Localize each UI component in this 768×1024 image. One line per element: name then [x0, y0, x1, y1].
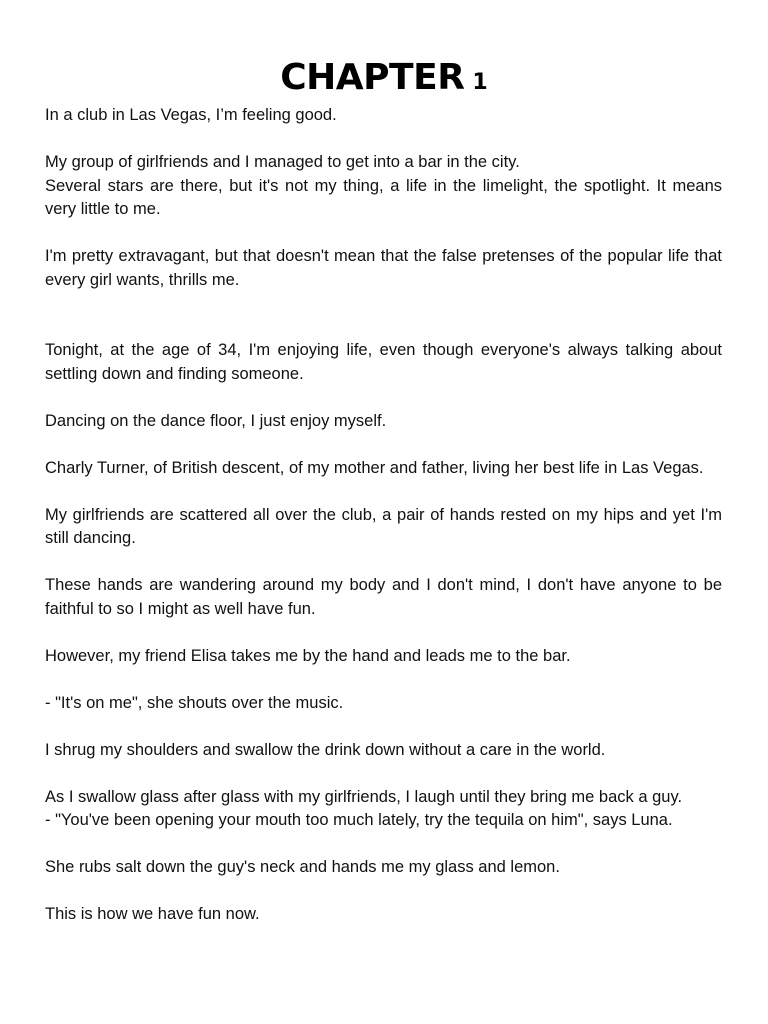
paragraph: In a club in Las Vegas, I’m feeling good.	[45, 106, 337, 124]
paragraph: I shrug my shoulders and swallow the drink down without a care in the world.	[45, 740, 606, 759]
paragraph: Several stars are there, but it's not my thing, a life in the limelight, the spotlight. It means very little to me.	[45, 176, 722, 218]
paragraph: She rubs salt down the guy's neck and hands me my glass and lemon.	[45, 858, 560, 876]
paragraph: My group of girlfriends and I managed to get into a bar in the city.	[45, 153, 520, 171]
paragraph: - "It's on me", she shouts over the music.	[45, 693, 344, 712]
paragraph: This is how we have fun now.	[45, 905, 260, 923]
paragraph: These hands are wandering around my body and I don't mind, I don't have anyone to be faithful to so I might as well have fun.	[45, 576, 722, 618]
chapter-title	[0, 58, 768, 104]
paragraph: Tonight, at the age of 34, I'm enjoying life, even though everyone's always talking about settling down and finding someone.	[45, 341, 722, 383]
paragraph: However, my friend Elisa takes me by the hand and leads me to the bar.	[45, 646, 571, 665]
paragraph: My girlfriends are scattered all over the club, a pair of hands rested on my hips and yet I'm still dancing.	[45, 505, 722, 547]
paragraph: Charly Turner, of British descent, of my mother and father, living her best life in Las Vegas.	[45, 458, 704, 477]
chapter-title-word: CHAPTER	[280, 57, 465, 98]
chapter-number: 1	[472, 70, 488, 95]
paragraph: I'm pretty extravagant, but that doesn't mean that the false pretenses of the popular life that every girl wants, thrills me.	[45, 247, 722, 289]
paragraph: Dancing on the dance floor, I just enjoy myself.	[45, 411, 387, 430]
paragraph: - "You've been opening your mouth too much lately, try the tequila on him", says Luna.	[45, 811, 673, 829]
paragraph: As I swallow glass after glass with my girlfriends, I laugh until they bring me back a guy.	[45, 787, 683, 806]
chapter-body	[45, 104, 722, 927]
